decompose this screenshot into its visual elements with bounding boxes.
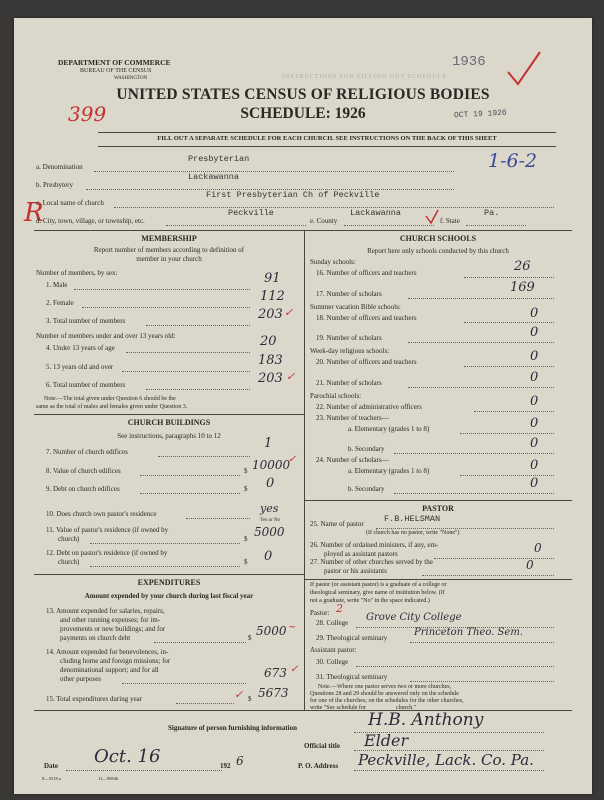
weekday-schools-label: Week-day religious schools: [310, 347, 390, 355]
county-label: e. County [310, 217, 338, 225]
q11-label-2: church) [58, 535, 80, 543]
county-value: Lackawanna [350, 208, 402, 218]
summer-schools-label: Summer vacation Bible schools: [310, 303, 401, 311]
presbytery-label: b. Presbytery [36, 181, 73, 189]
q27-label-2: pastor or his assistants [324, 567, 387, 575]
q29-label: 29. Theological seminary [316, 634, 388, 642]
q16-label: 16. Number of officers and teachers [316, 269, 417, 277]
schools-instruction: Report here only schools conducted by this church [367, 247, 509, 255]
date-label: Date [44, 762, 58, 770]
q1-value: 91 [264, 271, 281, 286]
membership-note-1: Note.—The total given under Question 6 should be the [44, 396, 176, 402]
fill-instruction: FILL OUT A SEPARATE SCHEDULE FOR EACH CHURCH. SEE INSTRUCTIONS ON THE BACK OF THIS SHEET [157, 135, 497, 142]
membership-instruction: Report number of members according to definition of [93, 246, 245, 254]
graduate-instruction-3: not a graduate, write "No" in the space indicated.) [310, 598, 430, 604]
q9-label: 9. Debt on church edifices [46, 485, 120, 493]
q11-value: 5000 [254, 525, 285, 539]
q26-value: 0 [534, 541, 542, 555]
q23a-value: 0 [530, 416, 539, 431]
denomination-value: Presbyterian [188, 154, 250, 164]
classification-code: 1-6-2 [488, 150, 538, 172]
q14-label-4: other purposes [60, 675, 102, 683]
q21-label: 21. Number of scholars [316, 379, 382, 387]
print-code: 11—90846 [98, 776, 119, 781]
signature-label: Signature of person furnishing information [168, 724, 297, 732]
q8-value: 10000 [252, 458, 291, 472]
state-label: f. State [440, 217, 460, 225]
date-value: Oct. 16 [94, 746, 161, 767]
q2-value: 112 [260, 289, 285, 304]
q14-check-mark: ✓ [290, 664, 299, 675]
q21-value: 0 [530, 370, 539, 385]
q19-label: 19. Number of scholars [316, 334, 382, 342]
pastor-sub-label: Pastor: [310, 609, 330, 617]
q20-label: 20. Number of officers and teachers [316, 358, 417, 366]
expenditures-heading: EXPENDITURES [137, 578, 201, 587]
q12-label-2: church) [58, 558, 80, 566]
date-year-printed: 192 [220, 762, 231, 770]
q3-label: 3. Total number of members [46, 317, 126, 325]
parochial-schools-label: Parochial schools: [310, 392, 362, 400]
buildings-instruction: See instructions, paragraphs 10 to 12 [117, 432, 221, 440]
form-subtitle: SCHEDULE: 1926 [240, 105, 366, 122]
yes-no-hint: Yes or No [260, 518, 281, 523]
official-title-value: Elder [364, 731, 409, 750]
q4-value: 20 [260, 334, 277, 349]
q6-label: 6. Total number of members [46, 381, 126, 389]
q11-label: 11. Value of pastor's residence (if owned by [46, 526, 169, 534]
q8-check-mark: ✓ [288, 454, 297, 465]
schools-heading: CHURCH SCHOOLS [399, 234, 477, 243]
q13-check-mark: ~ [288, 622, 297, 633]
q12-value: 0 [264, 549, 273, 564]
q17-value: 169 [510, 280, 535, 295]
q24-label: 24. Number of scholars— [316, 456, 389, 464]
q17-label: 17. Number of scholars [316, 290, 382, 298]
q24b-value: 0 [530, 476, 539, 491]
q7-label: 7. Number of church edifices [46, 448, 128, 456]
sunday-schools-label: Sunday schools: [310, 258, 356, 266]
q6-check-mark: ✓ [286, 370, 296, 383]
age-intro-label: Number of members under and over 13 years old: [36, 332, 176, 340]
q16-value: 26 [514, 259, 531, 274]
assistant-pastor-label: Assistant pastor: [310, 646, 357, 654]
q6-value: 203 [258, 371, 283, 386]
q5-value: 183 [258, 353, 283, 368]
q1-label: 1. Male [46, 281, 68, 289]
q26-label: 26. Number of ordained ministers, if any, em- [310, 541, 439, 549]
date-year-handwritten: 6 [236, 754, 244, 768]
bureau-label: BUREAU OF THE CENSUS [80, 68, 152, 74]
q31-label: 31. Theological seminary [316, 673, 388, 681]
q3-value: 203 [258, 307, 283, 322]
q10-label: 10. Does church own pastor's residence [46, 510, 157, 518]
q5-label: 5. 13 years old and over [46, 363, 114, 371]
state-value: Pa. [484, 208, 500, 218]
denomination-label: a. Denomination [36, 163, 83, 171]
q3-check-mark: ✓ [284, 306, 294, 319]
city-town-value: Peckville [228, 208, 274, 218]
q18-label: 18. Number of officers and teachers [316, 314, 417, 322]
q9-value: 0 [266, 476, 275, 491]
q14-label: 14. Amount expended for benevolences, in- [46, 648, 169, 656]
q15-value: 5673 [258, 686, 289, 700]
expenditures-instruction: Amount expended by your church during last fiscal year [84, 592, 254, 600]
red-r-mark: R [24, 198, 44, 228]
q14-label-3: denominational support; and for all [60, 666, 159, 674]
q2-label: 2. Female [46, 299, 74, 307]
pastor-note-4: write "See schedule for church." [310, 705, 417, 711]
county-check-icon [424, 208, 440, 226]
q13-label-4: payments on church debt [60, 634, 131, 642]
q24a-label: a. Elementary (grades 1 to 8) [348, 467, 430, 475]
q26-label-2: ployed as assistant pastors [324, 550, 398, 558]
q22-label: 22. Number of administrative officers [316, 403, 422, 411]
red-checkmark-icon [504, 48, 544, 88]
buildings-heading: CHURCH BUILDINGS [127, 418, 211, 427]
membership-instruction-2: member in your church [136, 255, 202, 263]
census-schedule-sheet: INSTRUCTIONS FOR FILLING OUT SCHEDULE DEPARTMENT OF COMMERCE BUREAU OF THE CENSUS WASHINGTON 1936 UNITED STATES CENSUS OF RELIGIOUS BODIES SCHEDULE: 1926 399 OCT 19 1926 FILL OUT A SEPARATE SCHEDULE FOR EACH CHURCH. SEE INSTRUCTIONS ON THE BACK OF THIS SHEET a. Denomination Presbyterian 1-6-2 b. Presbytery Lackawanna R c. Local name of church First Presbyterian Ch of Peckville d. City, town, village, or township, etc. Peckville e. County Lackawanna f. State Pa. MEMBERSHIP Report number of members according to definition of member in your church Number of members, by sex: 1. Male 91 2. Female 112 3. Total number of members 203 ✓ Number of members under and over 13 years old: 4. Under 13 years of age 20 5. 13 years old and over 183 6. Total number of members 203 ✓ Note.—The total given under Question 6 should be the same as the total of males and females given under Question 3. CHURCH BUILDINGS See instructions, paragraphs 10 to 12 7. Number of church edifices 1 8. Value of church edifices $ 10000 ✓ 9. Debt on church edifices $ 0 10. Does church own pastor's residence yes Yes or No 11. Value of pastor's residence (if owned by church) $ 5000 12. Debt on pastor's residence (if owned by church) $ 0 EXPENDITURES Amount expended by your church during last fiscal year 13. Amount expended for salaries, repairs, and other running expenses; for im- provements or new buildings; and for payments on church debt $ 5000 ~ 14. Amount expended for benevolences, in- cluding home and foreign missions; for denominational support; and for all other purposes 673 ✓ 15. Total expenditures during year ✓ $ 5673 CHURCH SCHOOLS Report here only schools conducted by this church Sunday schools: 16. Number of officers and teachers 26 17. Number of scholars 169 Summer vacation Bible schools: 18. Number of officers and teachers 0 19. Number of scholars 0 Week-day religious schools: 20. Number of officers and teachers 0 21. Number of scholars 0 Parochial schools: 22. Number of administrative officers 0 23. Number of teachers— a. Elementary (grades 1 to 8) 0 b. Secondary 0 24. Number of scholars— a. Elementary (grades 1 to 8) 0 b. Secondary 0 PASTOR 25. Name of pastor F.B.HELSMAN (If church has no pastor, write "None") 26. Number of ordained ministers, if any, em- ployed as assistant pastors 0 27. Number of other churches served by the pastor or his assistants 0 If pastor (or assistant pastor) is a graduate of a college or theological seminary, give name of institution below. (If not a graduate, write "No" in the space indicated.) Pastor: 2 28. College Grove City College 29. Theological seminary Princeton Theo. Sem. Assistant pastor: 30. College 31. Theological seminary Note.—Where one pastor serves two or more churches, Questions 28 and 29 should be answered only on the schedule for one of the churches; on the schedules for the other churches, write "See schedule for church." Signature of person furnishing information H.B. Anthony Official title Elder Date Oct. 16 192 6 P. O. Address Peckville, Lack. Co. Pa. 8—5518 a 11—90846 [14, 18, 592, 794]
local-name-label: c. Local name of church [36, 199, 104, 207]
q23b-label: b. Secondary [348, 445, 385, 453]
graduate-instruction-1: If pastor (or assistant pastor) is a graduate of a college or [310, 582, 447, 588]
presbytery-value: Lackawanna [188, 172, 240, 182]
q28-label: 28. College [316, 619, 349, 627]
q27-label: 27. Number of other churches served by the [310, 558, 433, 566]
q29-value: Princeton Theo. Sem. [414, 627, 523, 638]
po-address-label: P. O. Address [298, 762, 339, 770]
q23-label: 23. Number of teachers— [316, 414, 389, 422]
q23a-label: a. Elementary (grades 1 to 8) [348, 425, 430, 433]
q13-label-3: provements or new buildings; and for [60, 625, 166, 633]
membership-note-2: same as the total of males and females given under Question 3. [36, 404, 188, 410]
q14-label-2: cluding home and foreign missions; for [60, 657, 171, 665]
q24b-label: b. Secondary [348, 485, 385, 493]
pastor-note-3: for one of the churches; on the schedules for the other churches, [310, 698, 464, 704]
q25-label: 25. Name of pastor [310, 520, 364, 528]
q30-label: 30. College [316, 658, 349, 666]
q8-label: 8. Value of church edifices [46, 467, 121, 475]
q4-label: 4. Under 13 years of age [46, 344, 115, 352]
q22-value: 0 [530, 394, 539, 409]
q27-value: 0 [526, 558, 534, 572]
form-code: 8—5518 a [42, 776, 61, 781]
signature-value: H.B. Anthony [368, 710, 484, 730]
q25-note: (If church has no pastor, write "None") [366, 530, 460, 536]
pastor-heading: PASTOR [422, 504, 454, 513]
bleed-through-text: INSTRUCTIONS FOR FILLING OUT SCHEDULE [282, 74, 447, 80]
q15-label: 15. Total expenditures during year [46, 695, 142, 703]
q28-value: Grove City College [366, 612, 462, 623]
q19-value: 0 [530, 325, 539, 340]
q23b-value: 0 [530, 436, 539, 451]
q7-value: 1 [264, 436, 273, 451]
q14-value: 673 [264, 666, 287, 680]
po-address-value: Peckville, Lack. Co. Pa. [358, 751, 534, 769]
year-stamp: 1936 [452, 54, 486, 70]
graduate-instruction-2: theological seminary, give name of institution below. (If [310, 590, 445, 596]
q13-label-2: and other running expenses; for im- [60, 616, 161, 624]
members-by-sex-label: Number of members, by sex: [36, 269, 118, 277]
q18-value: 0 [530, 306, 539, 321]
q20-value: 0 [530, 349, 539, 364]
form-title: UNITED STATES CENSUS OF RELIGIOUS BODIES [116, 86, 490, 103]
q15-check-mark: ✓ [234, 688, 244, 701]
q10-value: yes [260, 502, 279, 515]
pastor-note-2: Questions 28 and 29 should be answered only on the schedule [310, 691, 459, 697]
q13-label: 13. Amount expended for salaries, repairs, [46, 607, 165, 615]
official-title-label: Official title [304, 742, 340, 750]
city-label: WASHINGTON [114, 76, 148, 81]
city-town-label: d. City, town, village, or township, etc. [36, 217, 145, 225]
pastor-red-mark: 2 [336, 602, 343, 615]
received-date-stamp: OCT 19 1926 [453, 108, 508, 121]
q13-value: 5000 [256, 624, 287, 638]
q24a-value: 0 [530, 458, 539, 473]
local-name-value: First Presbyterian Ch of Peckville [206, 190, 380, 200]
q12-label: 12. Debt on pastor's residence (if owned by [46, 549, 168, 557]
pastor-name-value: F.B.HELSMAN [384, 514, 441, 524]
serial-number-red: 399 [68, 102, 107, 126]
membership-heading: MEMBERSHIP [141, 234, 197, 243]
department-label: DEPARTMENT OF COMMERCE [58, 58, 171, 67]
pastor-note-1: Note.—Where one pastor serves two or more churches, [318, 684, 452, 690]
